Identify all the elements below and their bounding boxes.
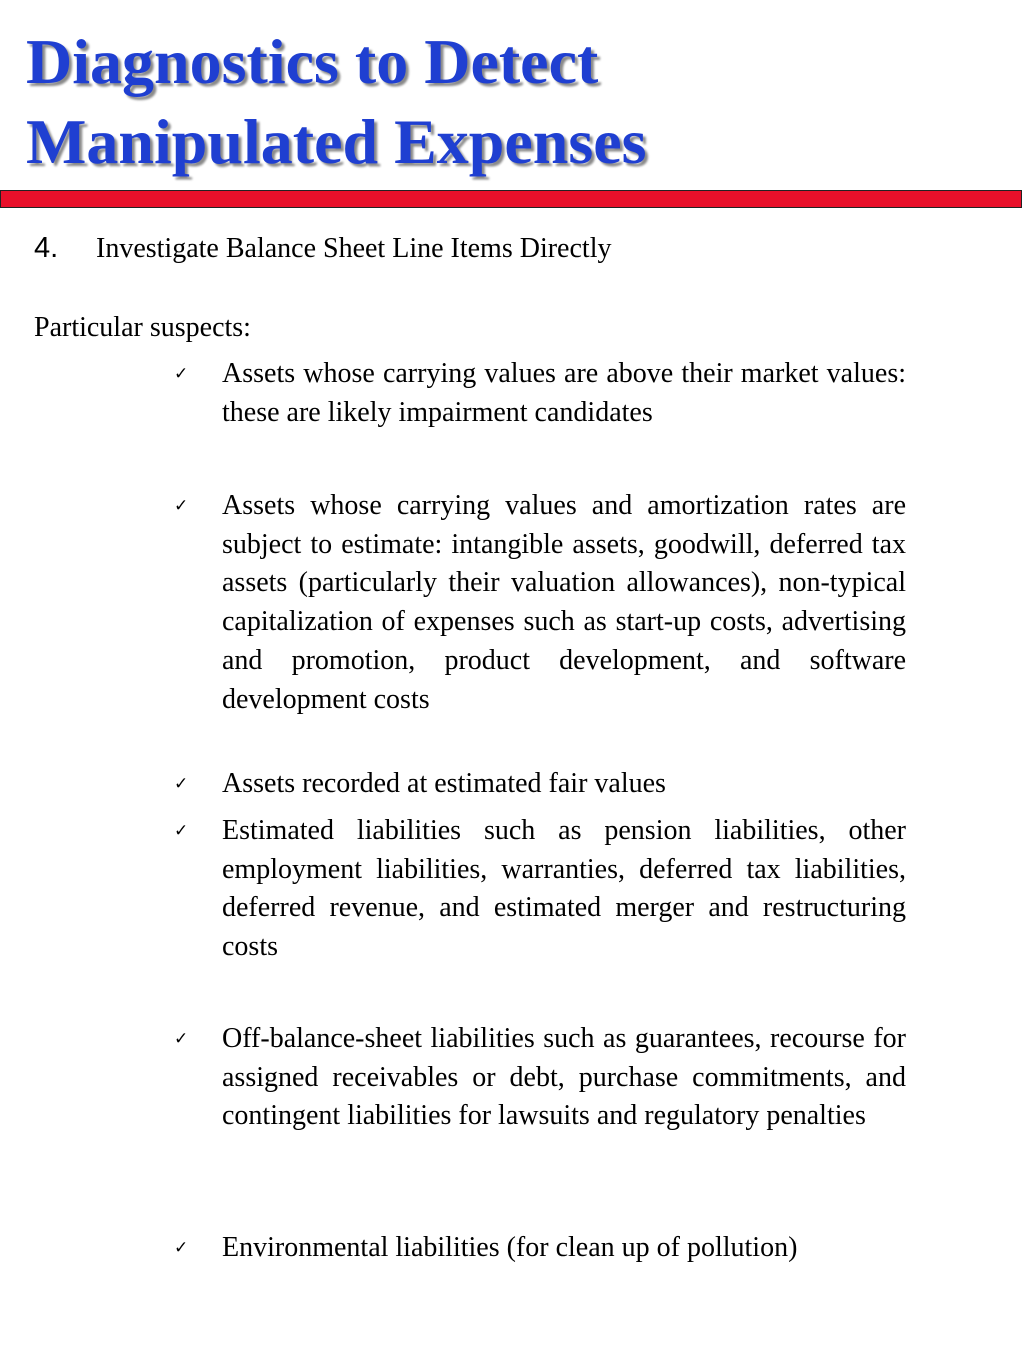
bullet-text: Assets recorded at estimated fair values [222, 768, 666, 799]
slide-title-line-1: Diagnostics to Detect [26, 26, 599, 97]
checkmark-icon: ✓ [174, 1029, 189, 1049]
slide-title-line-2: Manipulated Expenses [26, 106, 647, 177]
bullet-item [174, 812, 906, 967]
bullet-text: Estimated liabilities such as pension liabilities, other employment liabilities, warranties, deferred tax liabilities, deferred revenue, and estimated merger and restructuring costs [222, 815, 906, 963]
suspects-label: Particular suspects: [34, 312, 251, 343]
title-divider [0, 190, 1022, 208]
checkmark-icon: ✓ [174, 496, 189, 516]
bullet-text: Off-balance-sheet liabilities such as guarantees, recourse for assigned receivables or debt, purchase commitments, and contingent liabilities for lawsuits and regulatory penalties [222, 1023, 906, 1132]
checkmark-icon: ✓ [174, 821, 189, 841]
bullet-item [174, 1229, 906, 1268]
slide-title [26, 22, 647, 182]
step-number: 4. [34, 232, 59, 264]
bullet-item [174, 487, 906, 719]
bullet-item [174, 1020, 906, 1136]
checkmark-icon: ✓ [174, 364, 189, 384]
step-heading [34, 228, 611, 269]
bullet-item [174, 765, 906, 804]
bullet-text: Assets whose carrying values are above their market values: these are likely impairment candidates [222, 358, 906, 428]
bullet-text: Assets whose carrying values and amortization rates are subject to estimate: intangible assets, goodwill, deferred tax assets (particularly their valuation allowances), non-typical capitalization of expenses such as start-up costs, advertising and promotion, product development, and software development costs [222, 490, 906, 715]
step-text: Investigate Balance Sheet Line Items Directly [96, 233, 612, 264]
checkmark-icon: ✓ [174, 1238, 189, 1258]
bullet-item [174, 355, 906, 432]
checkmark-icon: ✓ [174, 774, 189, 794]
bullet-text: Environmental liabilities (for clean up of pollution) [222, 1232, 798, 1263]
